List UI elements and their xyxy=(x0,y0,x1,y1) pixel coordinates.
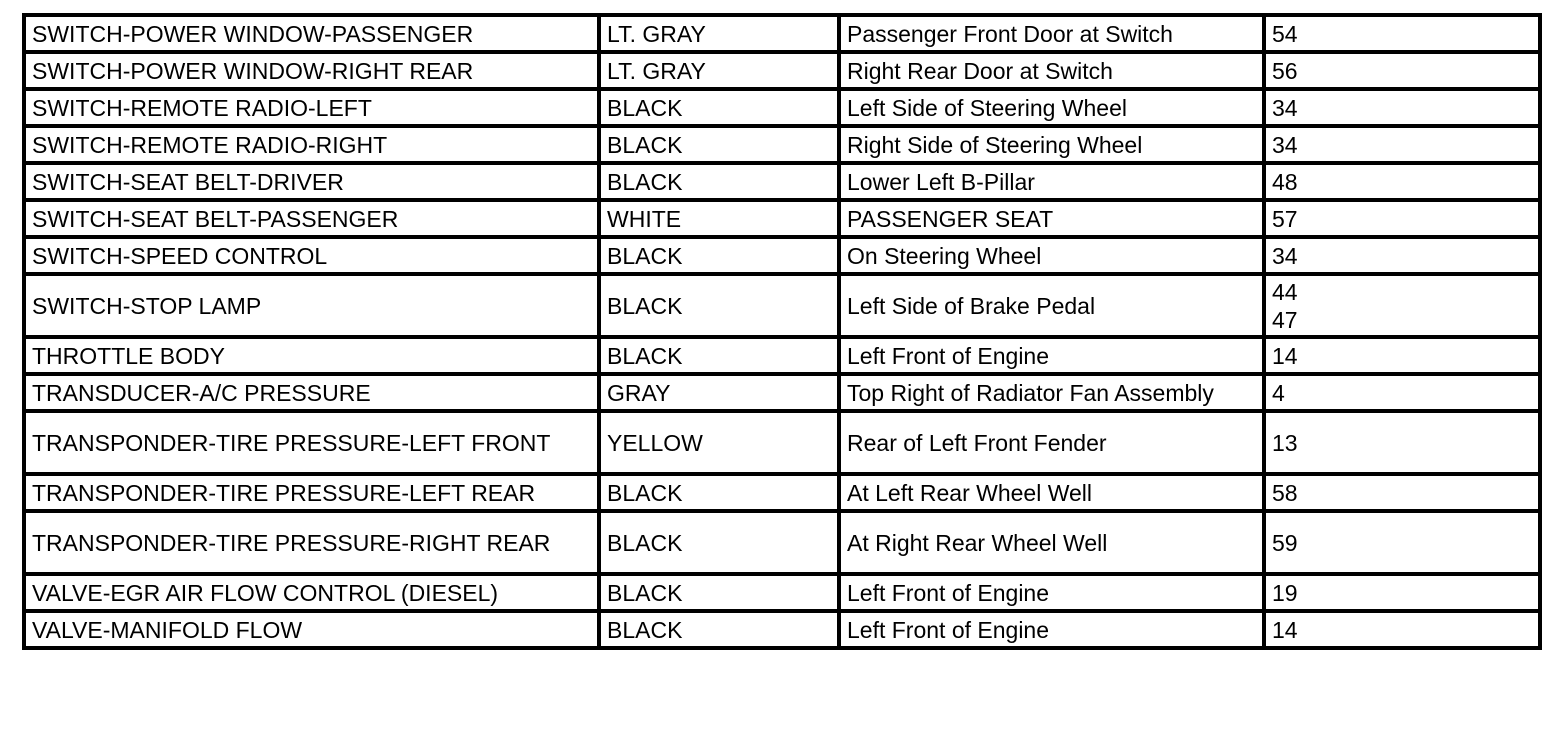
figure-number: 14 xyxy=(1272,616,1298,643)
figure-number-cell xyxy=(1264,200,1540,237)
figure-number: 34 xyxy=(1272,94,1298,121)
figure-number-cell xyxy=(1264,574,1540,611)
component-name-cell: SWITCH-SEAT BELT-PASSENGER xyxy=(24,200,599,237)
location-cell: At Right Rear Wheel Well xyxy=(839,511,1264,574)
figure-number-cell xyxy=(1264,163,1540,200)
figure-number: 13 xyxy=(1272,429,1298,456)
figure-number-cell xyxy=(1264,237,1540,274)
figure-number: 59 xyxy=(1272,529,1298,556)
location-cell: PASSENGER SEAT xyxy=(839,200,1264,237)
location-cell: Left Front of Engine xyxy=(839,337,1264,374)
table-row xyxy=(24,337,1540,374)
table-row xyxy=(24,511,1540,574)
component-name-cell: SWITCH-SEAT BELT-DRIVER xyxy=(24,163,599,200)
table-row xyxy=(24,15,1540,52)
connector-color-cell: BLACK xyxy=(599,337,839,374)
location-cell: Top Right of Radiator Fan Assembly xyxy=(839,374,1264,411)
location-cell: Rear of Left Front Fender xyxy=(839,411,1264,474)
component-name-cell: SWITCH-POWER WINDOW-PASSENGER xyxy=(24,15,599,52)
connector-color-cell: BLACK xyxy=(599,126,839,163)
location-cell: Right Rear Door at Switch xyxy=(839,52,1264,89)
figure-number: 14 xyxy=(1272,342,1298,369)
component-name-cell: SWITCH-POWER WINDOW-RIGHT REAR xyxy=(24,52,599,89)
table-row xyxy=(24,52,1540,89)
location-cell: On Steering Wheel xyxy=(839,237,1264,274)
location-cell: Left Front of Engine xyxy=(839,611,1264,648)
connector-color-cell: WHITE xyxy=(599,200,839,237)
figure-number-cell xyxy=(1264,411,1540,474)
component-name-cell: SWITCH-STOP LAMP xyxy=(24,274,599,337)
component-name-cell: SWITCH-REMOTE RADIO-RIGHT xyxy=(24,126,599,163)
component-name-cell: TRANSPONDER-TIRE PRESSURE-LEFT REAR xyxy=(24,474,599,511)
table-row xyxy=(24,274,1540,337)
component-name-cell: THROTTLE BODY xyxy=(24,337,599,374)
figure-number-cell xyxy=(1264,52,1540,89)
table-row xyxy=(24,411,1540,474)
component-name-cell: TRANSPONDER-TIRE PRESSURE-LEFT FRONT xyxy=(24,411,599,474)
component-name-cell: TRANSDUCER-A/C PRESSURE xyxy=(24,374,599,411)
connector-color-cell: BLACK xyxy=(599,163,839,200)
connector-color-cell: BLACK xyxy=(599,89,839,126)
component-locator-table xyxy=(22,13,1542,650)
connector-color-cell: YELLOW xyxy=(599,411,839,474)
connector-color-cell: LT. GRAY xyxy=(599,52,839,89)
table-row xyxy=(24,200,1540,237)
component-name-cell: VALVE-MANIFOLD FLOW xyxy=(24,611,599,648)
table-row xyxy=(24,89,1540,126)
figure-number: 56 xyxy=(1272,57,1298,84)
figure-number: 54 xyxy=(1272,20,1298,47)
component-locator-table-container xyxy=(22,13,1538,650)
figure-number: 19 xyxy=(1272,579,1298,606)
location-cell: Left Front of Engine xyxy=(839,574,1264,611)
location-cell: Passenger Front Door at Switch xyxy=(839,15,1264,52)
location-cell: Right Side of Steering Wheel xyxy=(839,126,1264,163)
figure-number-cell xyxy=(1264,337,1540,374)
component-name-cell: VALVE-EGR AIR FLOW CONTROL (DIESEL) xyxy=(24,574,599,611)
connector-color-cell: GRAY xyxy=(599,374,839,411)
figure-number: 48 xyxy=(1272,168,1298,195)
figure-number: 44 xyxy=(1272,278,1298,305)
table-row xyxy=(24,163,1540,200)
figure-number-cell xyxy=(1264,374,1540,411)
component-name-cell: TRANSPONDER-TIRE PRESSURE-RIGHT REAR xyxy=(24,511,599,574)
table-row xyxy=(24,474,1540,511)
figure-number-cell xyxy=(1264,15,1540,52)
connector-color-cell: BLACK xyxy=(599,274,839,337)
table-row xyxy=(24,574,1540,611)
figure-number: 58 xyxy=(1272,479,1298,506)
table-row xyxy=(24,126,1540,163)
component-name-cell: SWITCH-SPEED CONTROL xyxy=(24,237,599,274)
figure-number: 34 xyxy=(1272,242,1298,269)
connector-color-cell: BLACK xyxy=(599,574,839,611)
connector-color-cell: BLACK xyxy=(599,611,839,648)
figure-number-cell xyxy=(1264,126,1540,163)
figure-number-cell xyxy=(1264,611,1540,648)
figure-number: 34 xyxy=(1272,131,1298,158)
location-cell: Left Side of Brake Pedal xyxy=(839,274,1264,337)
figure-number: 47 xyxy=(1272,306,1298,333)
figure-number-cell xyxy=(1264,89,1540,126)
table-row xyxy=(24,237,1540,274)
table-row xyxy=(24,374,1540,411)
figure-number-cell xyxy=(1264,274,1540,337)
figure-number-cell xyxy=(1264,474,1540,511)
location-cell: Left Side of Steering Wheel xyxy=(839,89,1264,126)
connector-color-cell: BLACK xyxy=(599,511,839,574)
table-row xyxy=(24,611,1540,648)
connector-color-cell: LT. GRAY xyxy=(599,15,839,52)
component-name-cell: SWITCH-REMOTE RADIO-LEFT xyxy=(24,89,599,126)
figure-number: 57 xyxy=(1272,205,1298,232)
figure-number: 4 xyxy=(1272,379,1285,406)
location-cell: Lower Left B-Pillar xyxy=(839,163,1264,200)
location-cell: At Left Rear Wheel Well xyxy=(839,474,1264,511)
figure-number-cell xyxy=(1264,511,1540,574)
connector-color-cell: BLACK xyxy=(599,237,839,274)
table-body xyxy=(24,15,1540,648)
connector-color-cell: BLACK xyxy=(599,474,839,511)
